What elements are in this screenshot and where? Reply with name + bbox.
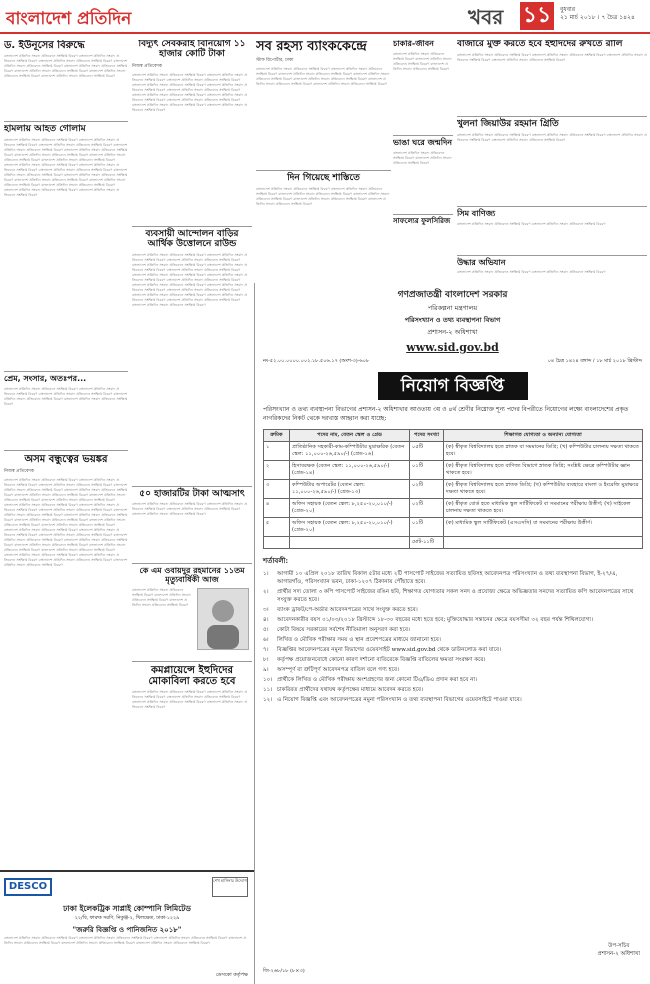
total: মোট-১১টি: [410, 537, 444, 549]
table-total-row: [264, 537, 643, 549]
cell: ০২টি: [410, 499, 444, 518]
conditions-list: [255, 569, 650, 705]
cell: (ক) স্বীকৃত বিশ্ববিদ্যালয় হতে স্নাতক বা সমমানের ডিগ্রি; (খ) কম্পিউটার চালনায় দক্ষতা থাকতে হবে।: [444, 442, 643, 461]
article-body: বাংলাদেশ প্রতিদিন সংবাদ প্রতিবেদন সংক্ষিপ্ত বিবরণ বাংলাদেশ প্রতিদিন সংবাদ প্রতিবেদন সংক্ষিপ্ত বিবরণ বাংলাদেশ প্রতিদিন সংবাদ প্রতিবেদন সংক্ষিপ্ত বিবরণ: [132, 588, 191, 608]
headline[interactable]: সাফল্যের ফুলসিরিজ: [393, 216, 451, 225]
ad-code: জি-২৬৮/১৮ (৮×৩): [263, 968, 305, 974]
memo-date: ০৪ চৈত্র ১৪২৪ বঙ্গাব্দ / ১৮ মার্চ ২০১৮ খ্রিস্টাব্দ: [547, 358, 642, 364]
condition-number: ১০।: [263, 677, 273, 683]
condition-item: [255, 655, 650, 665]
condition-item: [255, 635, 650, 645]
article-body: বাংলাদেশ প্রতিদিন সংবাদ প্রতিবেদন সংক্ষিপ্ত বিবরণ বাংলাদেশ প্রতিদিন সংবাদ প্রতিবেদন সংক্ষিপ্ত বিবরণ বাংলাদেশ প্রতিদিন সংবাদ প্রতিবেদন সংক্ষিপ্ত বিবরণ: [393, 51, 452, 71]
condition-text: চাকরিরত প্রার্থীদের যথাযথ কর্তৃপক্ষের মাধ্যমে আবেদন করতে হবে।: [277, 687, 424, 693]
condition-text: বিজ্ঞপ্তির আবেদনপত্রের নমুনা বিভাগের ওয়েবসাইট www.sid.gov.bd থেকে ডাউনলোড করা যাবে।: [277, 647, 502, 653]
byline: স্টাফ রিপোর্টার, ঢাকা: [256, 58, 294, 64]
article-body: বাংলাদেশ প্রতিদিন সংবাদ প্রতিবেদন সংক্ষিপ্ত বিবরণ বাংলাদেশ প্রতিদিন সংবাদ প্রতিবেদন সংক্ষিপ্ত বিবরণ বাংলাদেশ প্রতিদিন সংবাদ প্রতিবেদন সংক্ষিপ্ত বিবরণ বাংলাদেশ প্রতিদিন সংবাদ প্রতিবেদন সংক্ষিপ্ত বিবরণ বাংলাদেশ প্রতিদিন সংবাদ প্রতিবেদন সংক্ষিপ্ত বিবরণ বাংলাদেশ প্রতিদিন সংবাদ প্রতিবেদন সংক্ষিপ্ত বিবরণ বাংলাদেশ প্রতিদিন সংবাদ প্রতিবেদন সংক্ষিপ্ত বিবরণ: [256, 67, 390, 87]
table-row: [264, 461, 643, 480]
desco-sign: ডেসকো কর্তৃপক্ষ: [215, 972, 248, 978]
condition-text: কর্তৃপক্ষ প্রয়োজনবোধে কোনো কারণ দর্শানো ব্যতিরেকে বিজ্ঞপ্তি বাতিলের ক্ষমতা সংরক্ষণ করে।: [277, 657, 486, 663]
column-3: [256, 40, 391, 280]
condition-number: ২।: [263, 589, 269, 595]
newspaper-logo[interactable]: বাংলাদেশ প্রতিদিন: [6, 9, 132, 29]
condition-text: প্রার্থীর সদ্য তোলা ৩ কপি পাসপোর্ট সাইজের রঙিন ছবি, শিক্ষাগত যোগ্যতার সকল সনদ ও প্রযোজ্য ক্ষেত্রে অভিজ্ঞতার সনদের সত্যায়িত কপি আবেদনপত্রের সাথে সংযুক্ত করতে হবে।: [277, 589, 634, 603]
desco-title: "জরুরি বিজ্ঞপ্তি ও পানিজনিত ২০১৮": [72, 925, 182, 934]
byline: নিজস্ব প্রতিবেদক: [4, 468, 35, 474]
condition-item: [255, 645, 650, 655]
ad-wing: প্রশাসন-২ অধিশাখা: [427, 328, 478, 336]
headline[interactable]: ভাঙা ঘরে জন্মদিন: [393, 137, 453, 147]
portrait-photo: [197, 588, 249, 650]
headline[interactable]: ড. ইউনূসের বিরুদ্ধে: [4, 40, 85, 51]
cell: ০১টি: [410, 518, 444, 537]
cell: হিসাবরক্ষক (বেতন স্কেল: ১১,০০০-২৬,৫৯০/-) (গ্রেড-১৪): [290, 461, 410, 480]
cell: ৫: [264, 518, 290, 537]
article-body: বাংলাদেশ প্রতিদিন সংবাদ প্রতিবেদন সংক্ষিপ্ত বিবরণ বাংলাদেশ প্রতিদিন সংবাদ প্রতিবেদন সংক্ষিপ্ত বিবরণ বাংলাদেশ প্রতিদিন সংবাদ প্রতিবেদন সংক্ষিপ্ত বিবরণ বাংলাদেশ প্রতিদিন সংবাদ প্রতিবেদন সংক্ষিপ্ত বিবরণ বাংলাদেশ প্রতিদিন সংবাদ প্রতিবেদন সংক্ষিপ্ত বিবরণ বাংলাদেশ প্রতিদিন সংবাদ প্রতিবেদন সংক্ষিপ্ত বিবরণ বাংলাদেশ প্রতিদিন সংবাদ প্রতিবেদন সংক্ষিপ্ত বিবরণ বাংলাদেশ প্রতিদিন সংবাদ প্রতিবেদন সংক্ষিপ্ত বিবরণ বাংলাদেশ প্রতিদিন সংবাদ প্রতিবেদন সংক্ষিপ্ত বিবরণ বাংলাদেশ প্রতিদিন সংবাদ প্রতিবেদন সংক্ষিপ্ত বিবরণ বাংলাদেশ প্রতিদিন সংবাদ প্রতিবেদন সংক্ষিপ্ত বিবরণ বাংলাদেশ প্রতিদিন সংবাদ প্রতিবেদন সংক্ষিপ্ত বিবরণ বাংলাদেশ প্রতিদিন সংবাদ প্রতিবেদন সংক্ষিপ্ত বিবরণ বাংলাদেশ প্রতিদিন সংবাদ প্রতিবেদন সংক্ষিপ্ত বিবরণ বাংলাদেশ প্রতিদিন সংবাদ প্রতিবেদন সংক্ষিপ্ত বিবরণ বাংলাদেশ প্রতিদিন সংবাদ প্রতিবেদন সংক্ষিপ্ত বিবরণ বাংলাদেশ প্রতিদিন সংবাদ প্রতিবেদন সংক্ষিপ্ত বিবরণ বাংলাদেশ প্রতিদিন সংবাদ প্রতিবেদন সংক্ষিপ্ত বিবরণ বাংলাদেশ প্রতিদিন সংবাদ প্রতিবেদন সংক্ষিপ্ত বিবরণ বাংলাদেশ প্রতিদিন সংবাদ প্রতিবেদন সংক্ষিপ্ত বিবরণ বাংলাদেশ প্রতিদিন সংবাদ প্রতিবেদন সংক্ষিপ্ত বিবরণ বাংলাদেশ প্রতিদিন সংবাদ প্রতিবেদন সংক্ষিপ্ত বিবরণ বাংলাদেশ প্রতিদিন সংবাদ প্রতিবেদন সংক্ষিপ্ত বিবরণ বাংলাদেশ প্রতিদিন সংবাদ প্রতিবেদন সংক্ষিপ্ত বিবরণ বাংলাদেশ প্রতিদিন সংবাদ প্রতিবেদন সংক্ষিপ্ত বিবরণ বাংলাদেশ প্রতিদিন সংবাদ প্রতিবেদন সংক্ষিপ্ত বিবরণ বাংলাদেশ প্রতিদিন সংবাদ প্রতিবেদন সংক্ষিপ্ত বিবরণ বাংলাদেশ প্রতিদিন সংবাদ প্রতিবেদন সংক্ষিপ্ত বিবরণ: [4, 477, 128, 567]
headline[interactable]: ব্যবসায়ী আন্দোলন বাড়ির আর্থিক উত্তোলনে রাউন্ড: [145, 228, 239, 249]
desco-company: ঢাকা ইলেকট্রিক সাপ্লাই কোম্পানি লিমিটেড: [63, 904, 191, 913]
headline[interactable]: বাজারে মুক্ত করতে হবে ইহুদিদের রুখতে রালি: [457, 40, 623, 49]
headline[interactable]: চাকরি-জীবন: [393, 40, 434, 48]
cell: ২: [264, 461, 290, 480]
headline[interactable]: প্রেম, সংসার, অতঃপর...: [4, 373, 87, 383]
article-body: বাংলাদেশ প্রতিদিন সংবাদ প্রতিবেদন সংক্ষিপ্ত বিবরণ বাংলাদেশ প্রতিদিন সংবাদ প্রতিবেদন সংক্ষিপ্ত বিবরণ বাংলাদেশ প্রতিদিন সংবাদ প্রতিবেদন সংক্ষিপ্ত বিবরণ বাংলাদেশ প্রতিদিন সংবাদ প্রতিবেদন সংক্ষিপ্ত বিবরণ বাংলাদেশ প্রতিদিন সংবাদ প্রতিবেদন সংক্ষিপ্ত বিবরণ: [4, 386, 128, 406]
col-header: ক্রমিক: [264, 430, 290, 442]
condition-item: [255, 605, 650, 615]
headline[interactable]: দিন গিয়েছে শাস্তিতে: [287, 173, 360, 184]
ad-government: গণপ্রজাতন্ত্রী বাংলাদেশ সরকার: [397, 290, 508, 300]
day: বুধবার: [560, 6, 576, 13]
desco-logo: DESCO: [4, 878, 52, 896]
table-header: [264, 430, 643, 442]
cell: (ক) স্বীকৃত বোর্ড হতে মাধ্যমিক স্কুল সার্টিফিকেট বা সমমানের পরীক্ষায় উত্তীর্ণ; (খ) সাইকেল চালনায় দক্ষতা থাকতে হবে।: [444, 499, 643, 518]
headline[interactable]: অসম বন্ধুত্বের ভয়ঙ্কর: [24, 453, 108, 465]
byline: নিজস্ব প্রতিবেদক: [132, 63, 163, 69]
desco-address: ২২/বি, ফারুক সরণি, নিকুঞ্জ-২, খিলক্ষেত, ঢাকা-১২২৯: [74, 916, 180, 921]
condition-number: ১।: [263, 571, 269, 577]
article-body: বাংলাদেশ প্রতিদিন সংবাদ প্রতিবেদন সংক্ষিপ্ত বিবরণ বাংলাদেশ প্রতিদিন সংবাদ প্রতিবেদন সংক্ষিপ্ত বিবরণ: [457, 221, 606, 226]
headline[interactable]: সিম বাণিজ্য: [457, 208, 496, 218]
headline[interactable]: কমপ্লায়েন্সে ইহুদিদের মোকাবিলা করতে হবে: [148, 665, 236, 688]
headline[interactable]: কে এম ওবায়দুর রহমানের ১১তম মৃত্যুবার্ষিকী আজ: [139, 566, 245, 585]
cell: ০৫টি: [410, 442, 444, 461]
desco-body: বাংলাদেশ প্রতিদিন সংবাদ প্রতিবেদন সংক্ষিপ্ত বিবরণ বাংলাদেশ প্রতিদিন সংবাদ প্রতিবেদন সংক্ষিপ্ত বিবরণ বাংলাদেশ প্রতিদিন সংবাদ প্রতিবেদন সংক্ষিপ্ত বিবরণ বাংলাদেশ প্রতিদিন সংবাদ প্রতিবেদন সংক্ষিপ্ত বিবরণ বাংলাদেশ প্রতিদিন সংবাদ প্রতিবেদন সংক্ষিপ্ত বিবরণ বাংলাদেশ প্রতিদিন সংবাদ প্রতিবেদন সংক্ষিপ্ত বিবরণ: [4, 936, 247, 945]
cell: অফিস সহায়ক (বেতন স্কেল: ৮,২৫০-২০,০১০/-) (গ্রেড-২০): [290, 518, 410, 537]
condition-number: ৩।: [263, 607, 269, 613]
cell: ৩: [264, 480, 290, 499]
headline[interactable]: উদ্ধার অভিযান: [457, 257, 506, 267]
article-body: বাংলাদেশ প্রতিদিন সংবাদ প্রতিবেদন সংক্ষিপ্ত বিবরণ বাংলাদেশ প্রতিদিন সংবাদ প্রতিবেদন সংক্ষিপ্ত বিবরণ বাংলাদেশ প্রতিদিন সংবাদ প্রতিবেদন সংক্ষিপ্ত বিবরণ বাংলাদেশ প্রতিদিন সংবাদ প্রতিবেদন সংক্ষিপ্ত বিবরণ বাংলাদেশ প্রতিদিন সংবাদ প্রতিবেদন সংক্ষিপ্ত বিবরণ বাংলাদেশ প্রতিদিন সংবাদ প্রতিবেদন সংক্ষিপ্ত বিবরণ বাংলাদেশ প্রতিদিন সংবাদ প্রতিবেদন সংক্ষিপ্ত বিবরণ বাংলাদেশ প্রতিদিন সংবাদ প্রতিবেদন সংক্ষিপ্ত বিবরণ বাংলাদেশ প্রতিদিন সংবাদ প্রতিবেদন সংক্ষিপ্ত বিবরণ বাংলাদেশ প্রতিদিন সংবাদ প্রতিবেদন সংক্ষিপ্ত বিবরণ বাংলাদেশ প্রতিদিন সংবাদ প্রতিবেদন সংক্ষিপ্ত বিবরণ বাংলাদেশ প্রতিদিন সংবাদ প্রতিবেদন সংক্ষিপ্ত বিবরণ বাংলাদেশ প্রতিদিন সংবাদ প্রতিবেদন সংক্ষিপ্ত বিবরণ বাংলাদেশ প্রতিদিন সংবাদ প্রতিবেদন সংক্ষিপ্ত বিবরণ বাংলাদেশ প্রতিদিন সংবাদ প্রতিবেদন সংক্ষিপ্ত বিবরণ বাংলাদেশ প্রতিদিন সংবাদ প্রতিবেদন সংক্ষিপ্ত বিবরণ: [132, 252, 248, 307]
headline[interactable]: সব রহস্য ব্যাংককেন্দ্রে: [256, 40, 367, 54]
job-advertisement: [254, 283, 650, 984]
headline[interactable]: ৫০ হাজারটির টাকা আত্মসাৎ: [139, 488, 245, 499]
masthead: [0, 0, 650, 34]
ad-intro: পরিসংখ্যান ও তথ্য ব্যবস্থাপনা বিভাগের প্রশাসন-২ অধিশাখার আওতায় ৩য় ও ৪র্থ শ্রেণীর নিম্নোক্ত শূন্য পদের বিপরীতে নিয়োগের লক্ষ্যে বাংলাদেশের প্রকৃত নাগরিকদের নিকট থেকে দরখাস্ত আহ্বান করা যাচ্ছে:: [263, 406, 629, 422]
ad-division: পরিসংখ্যান ও তথ্য ব্যবস্থাপনা বিভাগ: [404, 316, 501, 324]
ad-website-link[interactable]: www.sid.gov.bd: [406, 341, 499, 354]
cell: (ক) স্বীকৃত বিশ্ববিদ্যালয় হতে স্নাতক ডিগ্রি; (খ) কম্পিউটার ব্যবহারে বাংলা ও ইংরেজি মুদ্রাক্ষরে দক্ষতা থাকতে হবে।: [444, 480, 643, 499]
article-body: বাংলাদেশ প্রতিদিন সংবাদ প্রতিবেদন সংক্ষিপ্ত বিবরণ বাংলাদেশ প্রতিদিন সংবাদ প্রতিবেদন সংক্ষিপ্ত বিবরণ বাংলাদেশ প্রতিদিন সংবাদ প্রতিবেদন সংক্ষিপ্ত বিবরণ বাংলাদেশ প্রতিদিন সংবাদ প্রতিবেদন সংক্ষিপ্ত বিবরণ: [457, 52, 647, 62]
table-row: [264, 480, 643, 499]
condition-item: [255, 685, 650, 695]
condition-text: আবেদনকারীর বয়স ০১/০৩/২০১৮ খ্রিস্টাব্দে ১৮-৩০ বছরের মধ্যে হতে হবে; মুক্তিযোদ্ধার সন্তানের ক্ষেত্রে বয়সসীমা ৩২ বছর পর্যন্ত শিথিলযোগ্য।: [277, 617, 594, 623]
dateline: [560, 6, 635, 22]
page-number: ১১: [520, 2, 554, 30]
memo-number: নং-৫২.০০.০০০০.০০২.১৮.৫০৬.১৭ (অংশ-৩)-৬০৮: [263, 358, 370, 364]
condition-text: অসম্পূর্ণ বা ত্রুটিপূর্ণ আবেদনপত্র বাতিল বলে গণ্য হবে।: [277, 667, 399, 673]
cell: ১: [264, 442, 290, 461]
condition-number: ৮।: [263, 657, 269, 663]
condition-item: [255, 615, 650, 625]
cell: (ক) মাধ্যমিক স্কুল সার্টিফিকেট (এসএসসি) বা সমমানের পরীক্ষায় উত্তীর্ণ।: [444, 518, 643, 537]
article-body: বাংলাদেশ প্রতিদিন সংবাদ প্রতিবেদন সংক্ষিপ্ত বিবরণ বাংলাদেশ প্রতিদিন সংবাদ প্রতিবেদন সংক্ষিপ্ত বিবরণ বাংলাদেশ প্রতিদিন সংবাদ প্রতিবেদন সংক্ষিপ্ত বিবরণ বাংলাদেশ প্রতিদিন সংবাদ প্রতিবেদন সংক্ষিপ্ত বিবরণ বাংলাদেশ প্রতিদিন সংবাদ প্রতিবেদন সংক্ষিপ্ত বিবরণ বাংলাদেশ প্রতিদিন সংবাদ প্রতিবেদন সংক্ষিপ্ত বিবরণ: [256, 187, 390, 207]
headline[interactable]: খুলনা জিয়াউর রহমান গ্রিতি: [457, 118, 559, 129]
column-2: [132, 40, 252, 866]
condition-item: [255, 625, 650, 635]
cell: (ক) স্বীকৃত বিশ্ববিদ্যালয় হতে বাণিজ্য বিভাগে স্নাতক ডিগ্রি; সংশ্লিষ্ট ক্ষেত্রে কম্পিউটার জ্ঞান থাকতে হবে।: [444, 461, 643, 480]
cell: প্রাতিষ্ঠানিক সহকারী-কাম-কম্পিউটার মুদ্রাক্ষরিক (বেতন স্কেল: ১১,০০০-২৬,৫৯০/-) (গ্রেড-১৬): [290, 442, 410, 461]
condition-item: [255, 569, 650, 587]
col-header: পদের সংখ্যা: [410, 430, 444, 442]
cell: অফিস সহায়ক (বেতন স্কেল: ৮,২৫০-২০,০১০/-) (গ্রেড-২০): [290, 499, 410, 518]
article-body: বাংলাদেশ প্রতিদিন সংবাদ প্রতিবেদন সংক্ষিপ্ত বিবরণ বাংলাদেশ প্রতিদিন সংবাদ প্রতিবেদন সংক্ষিপ্ত বিবরণ বাংলাদেশ প্রতিদিন সংবাদ প্রতিবেদন সংক্ষিপ্ত বিবরণ বাংলাদেশ প্রতিদিন সংবাদ প্রতিবেদন সংক্ষিপ্ত বিবরণ বাংলাদেশ প্রতিদিন সংবাদ প্রতিবেদন সংক্ষিপ্ত বিবরণ বাংলাদেশ প্রতিদিন সংবাদ প্রতিবেদন সংক্ষিপ্ত বিবরণ বাংলাদেশ প্রতিদিন সংবাদ প্রতিবেদন সংক্ষিপ্ত বিবরণ বাংলাদেশ প্রতিদিন সংবাদ প্রতিবেদন সংক্ষিপ্ত বিবরণ বাংলাদেশ প্রতিদিন সংবাদ প্রতিবেদন সংক্ষিপ্ত বিবরণ বাংলাদেশ প্রতিদিন সংবাদ প্রতিবেদন সংক্ষিপ্ত বিবরণ বাংলাদেশ প্রতিদিন সংবাদ প্রতিবেদন সংক্ষিপ্ত বিবরণ বাংলাদেশ প্রতিদিন সংবাদ প্রতিবেদন সংক্ষিপ্ত বিবরণ বাংলাদেশ প্রতিদিন সংবাদ প্রতিবেদন সংক্ষিপ্ত বিবরণ বাংলাদেশ প্রতিদিন সংবাদ প্রতিবেদন সংক্ষিপ্ত বিবরণ বাংলাদেশ প্রতিদিন সংবাদ প্রতিবেদন সংক্ষিপ্ত বিবরণ বাংলাদেশ প্রতিদিন সংবাদ প্রতিবেদন সংক্ষিপ্ত বিবরণ বাংলাদেশ প্রতিদিন সংবাদ প্রতিবেদন সংক্ষিপ্ত বিবরণ বাংলাদেশ প্রতিদিন সংবাদ প্রতিবেদন সংক্ষিপ্ত বিবরণ: [4, 137, 128, 197]
condition-item: [255, 587, 650, 605]
ad-memo: [255, 354, 650, 366]
condition-number: ৫।: [263, 627, 269, 633]
condition-number: ৯।: [263, 667, 269, 673]
column-3b: [393, 40, 453, 280]
table-row: [264, 499, 643, 518]
condition-text: এ নিয়োগ বিজ্ঞপ্তি এবং আবেদনপত্রের নমুনা পরিসংখ্যান ও তথ্য ব্যবস্থাপনা বিভাগের ওয়েবসাইটে পাওয়া যাবে।: [277, 697, 522, 703]
table-row: [264, 442, 643, 461]
condition-text: লিখিত ও মৌখিক পরীক্ষার সময় ও স্থান প্রবেশপত্রের মাধ্যমে জানানো হবে।: [277, 637, 441, 643]
condition-text: আগামী ১০ এপ্রিল ২০১৮ তারিখ বিকাল ৫টার মধ্যে ২টি পাসপোর্ট সাইজের সত্যায়িত ছবিসহ আবেদনপত্র পরিসংখ্যান ও তথ্য ব্যবস্থাপনা বিভাগ, ই-২৭/এ, আগারগাঁও, পরিসংখ্যান ভবন, ঢাকা-১২০৭ ঠিকানায় পৌঁছাতে হবে।: [277, 571, 618, 585]
condition-item: [255, 695, 650, 705]
condition-number: ৪।: [263, 617, 269, 623]
column-1: [4, 40, 128, 866]
desco-seal: শেখ হাসিনার উদ্যোগ: [212, 877, 248, 897]
signature-block: [597, 942, 640, 958]
table-row: [264, 518, 643, 537]
vacancy-table: [263, 429, 643, 549]
headline[interactable]: হামলায় আহত গোলাম: [4, 124, 86, 134]
article-body: বাংলাদেশ প্রতিদিন সংবাদ প্রতিবেদন সংক্ষিপ্ত বিবরণ বাংলাদেশ প্রতিদিন সংবাদ প্রতিবেদন সংক্ষিপ্ত বিবরণ: [393, 150, 452, 165]
article-body: বাংলাদেশ প্রতিদিন সংবাদ প্রতিবেদন সংক্ষিপ্ত বিবরণ বাংলাদেশ প্রতিদিন সংবাদ প্রতিবেদন সংক্ষিপ্ত বিবরণ বাংলাদেশ প্রতিদিন সংবাদ প্রতিবেদন সংক্ষিপ্ত বিবরণ বাংলাদেশ প্রতিদিন সংবাদ প্রতিবেদন সংক্ষিপ্ত বিবরণ বাংলাদেশ প্রতিদিন সংবাদ প্রতিবেদন সংক্ষিপ্ত বিবরণ: [132, 690, 248, 710]
condition-text: প্রার্থীকে লিখিত ও মৌখিক পরীক্ষায় অংশগ্রহণের জন্য কোনো টিএ/ডিএ প্রদান করা হবে না।: [277, 677, 478, 683]
ad-ministry: পরিকল্পনা মন্ত্রণালয়: [427, 304, 478, 312]
col-header: শিক্ষাগত যোগ্যতা ও অন্যান্য যোগ্যতা: [444, 430, 643, 442]
article-body: বাংলাদেশ প্রতিদিন সংবাদ প্রতিবেদন সংক্ষিপ্ত বিবরণ বাংলাদেশ প্রতিদিন সংবাদ প্রতিবেদন সংক্ষিপ্ত বিবরণ বাংলাদেশ প্রতিদিন সংবাদ প্রতিবেদন সংক্ষিপ্ত বিবরণ বাংলাদেশ প্রতিদিন সংবাদ প্রতিবেদন সংক্ষিপ্ত বিবরণ বাংলাদেশ প্রতিদিন সংবাদ প্রতিবেদন সংক্ষিপ্ত বিবরণ বাংলাদেশ প্রতিদিন সংবাদ প্রতিবেদন সংক্ষিপ্ত বিবরণ বাংলাদেশ প্রতিদিন সংবাদ প্রতিবেদন সংক্ষিপ্ত বিবরণ বাংলাদেশ প্রতিদিন সংবাদ প্রতিবেদন সংক্ষিপ্ত বিবরণ: [4, 54, 128, 78]
condition-text: ব্যাংক ড্রাফট/পে-অর্ডার আবেদনপত্রের সাথে সংযুক্ত করতে হবে।: [277, 607, 418, 613]
section-name: খবর: [468, 5, 504, 29]
cell: ০২টি: [410, 480, 444, 499]
cell: কম্পিউটার অপারেটর (বেতন স্কেল: ১১,০০০-২৬,৫৯০/-) (গ্রেড-১৩): [290, 480, 410, 499]
column-4: [457, 40, 647, 280]
date: ২১ মার্চ ২০১৮ । ৭ চৈত্র ১৪২৪: [560, 14, 635, 21]
col-header: পদের নাম, বেতন স্কেল ও গ্রেড: [290, 430, 410, 442]
condition-item: [255, 665, 650, 675]
condition-number: ১২।: [263, 697, 273, 703]
cell: ৪: [264, 499, 290, 518]
condition-item: [255, 675, 650, 685]
desco-notice: [0, 870, 254, 984]
article-body: বাংলাদেশ প্রতিদিন সংবাদ প্রতিবেদন সংক্ষিপ্ত বিবরণ বাংলাদেশ প্রতিদিন সংবাদ প্রতিবেদন সংক্ষিপ্ত বিবরণ বাংলাদেশ প্রতিদিন সংবাদ প্রতিবেদন সংক্ষিপ্ত বিবরণ বাংলাদেশ প্রতিদিন সংবাদ প্রতিবেদন সংক্ষিপ্ত বিবরণ: [457, 132, 647, 142]
headline[interactable]: বিদ্যুৎ সেবকরাই বিনিয়োগ ১১ হাজার কোটি টাকা: [138, 40, 246, 59]
article-body: বাংলাদেশ প্রতিদিন সংবাদ প্রতিবেদন সংক্ষিপ্ত বিবরণ বাংলাদেশ প্রতিদিন সংবাদ প্রতিবেদন সংক্ষিপ্ত বিবরণ: [457, 270, 606, 275]
condition-number: ১১।: [263, 687, 273, 693]
article-body: বাংলাদেশ প্রতিদিন সংবাদ প্রতিবেদন সংক্ষিপ্ত বিবরণ বাংলাদেশ প্রতিদিন সংবাদ প্রতিবেদন সংক্ষিপ্ত বিবরণ বাংলাদেশ প্রতিদিন সংবাদ প্রতিবেদন সংক্ষিপ্ত বিবরণ বাংলাদেশ প্রতিদিন সংবাদ প্রতিবেদন সংক্ষিপ্ত বিবরণ বাংলাদেশ প্রতিদিন সংবাদ প্রতিবেদন সংক্ষিপ্ত বিবরণ বাংলাদেশ প্রতিদিন সংবাদ প্রতিবেদন সংক্ষিপ্ত বিবরণ বাংলাদেশ প্রতিদিন সংবাদ প্রতিবেদন সংক্ষিপ্ত বিবরণ বাংলাদেশ প্রতিদিন সংবাদ প্রতিবেদন সংক্ষিপ্ত বিবরণ বাংলাদেশ প্রতিদিন সংবাদ প্রতিবেদন সংক্ষিপ্ত বিবরণ বাংলাদেশ প্রতিদিন সংবাদ প্রতিবেদন সংক্ষিপ্ত বিবরণ বাংলাদেশ প্রতিদিন সংবাদ প্রতিবেদন সংক্ষিপ্ত বিবরণ: [132, 72, 248, 112]
condition-number: ৬।: [263, 637, 269, 643]
ad-banner: নিয়োগ বিজ্ঞপ্তি: [378, 372, 528, 400]
article-body: বাংলাদেশ প্রতিদিন সংবাদ প্রতিবেদন সংক্ষিপ্ত বিবরণ বাংলাদেশ প্রতিদিন সংবাদ প্রতিবেদন সংক্ষিপ্ত বিবরণ বাংলাদেশ প্রতিদিন সংবাদ প্রতিবেদন সংক্ষিপ্ত বিবরণ বাংলাদেশ প্রতিদিন সংবাদ প্রতিবেদন সংক্ষিপ্ত বিবরণ: [132, 502, 248, 517]
sign-designation: উপ-সচিব: [608, 943, 630, 949]
condition-number: ৭।: [263, 647, 269, 653]
conditions-title: শর্তাবলী:: [263, 556, 289, 565]
condition-text: কোটা বিষয়ে সরকারের সর্বশেষ নীতিমালা অনুসরণ করা হবে।: [277, 627, 410, 633]
sign-office: প্রশাসন-২ অধিশাখা: [597, 951, 640, 957]
cell: ০১টি: [410, 461, 444, 480]
